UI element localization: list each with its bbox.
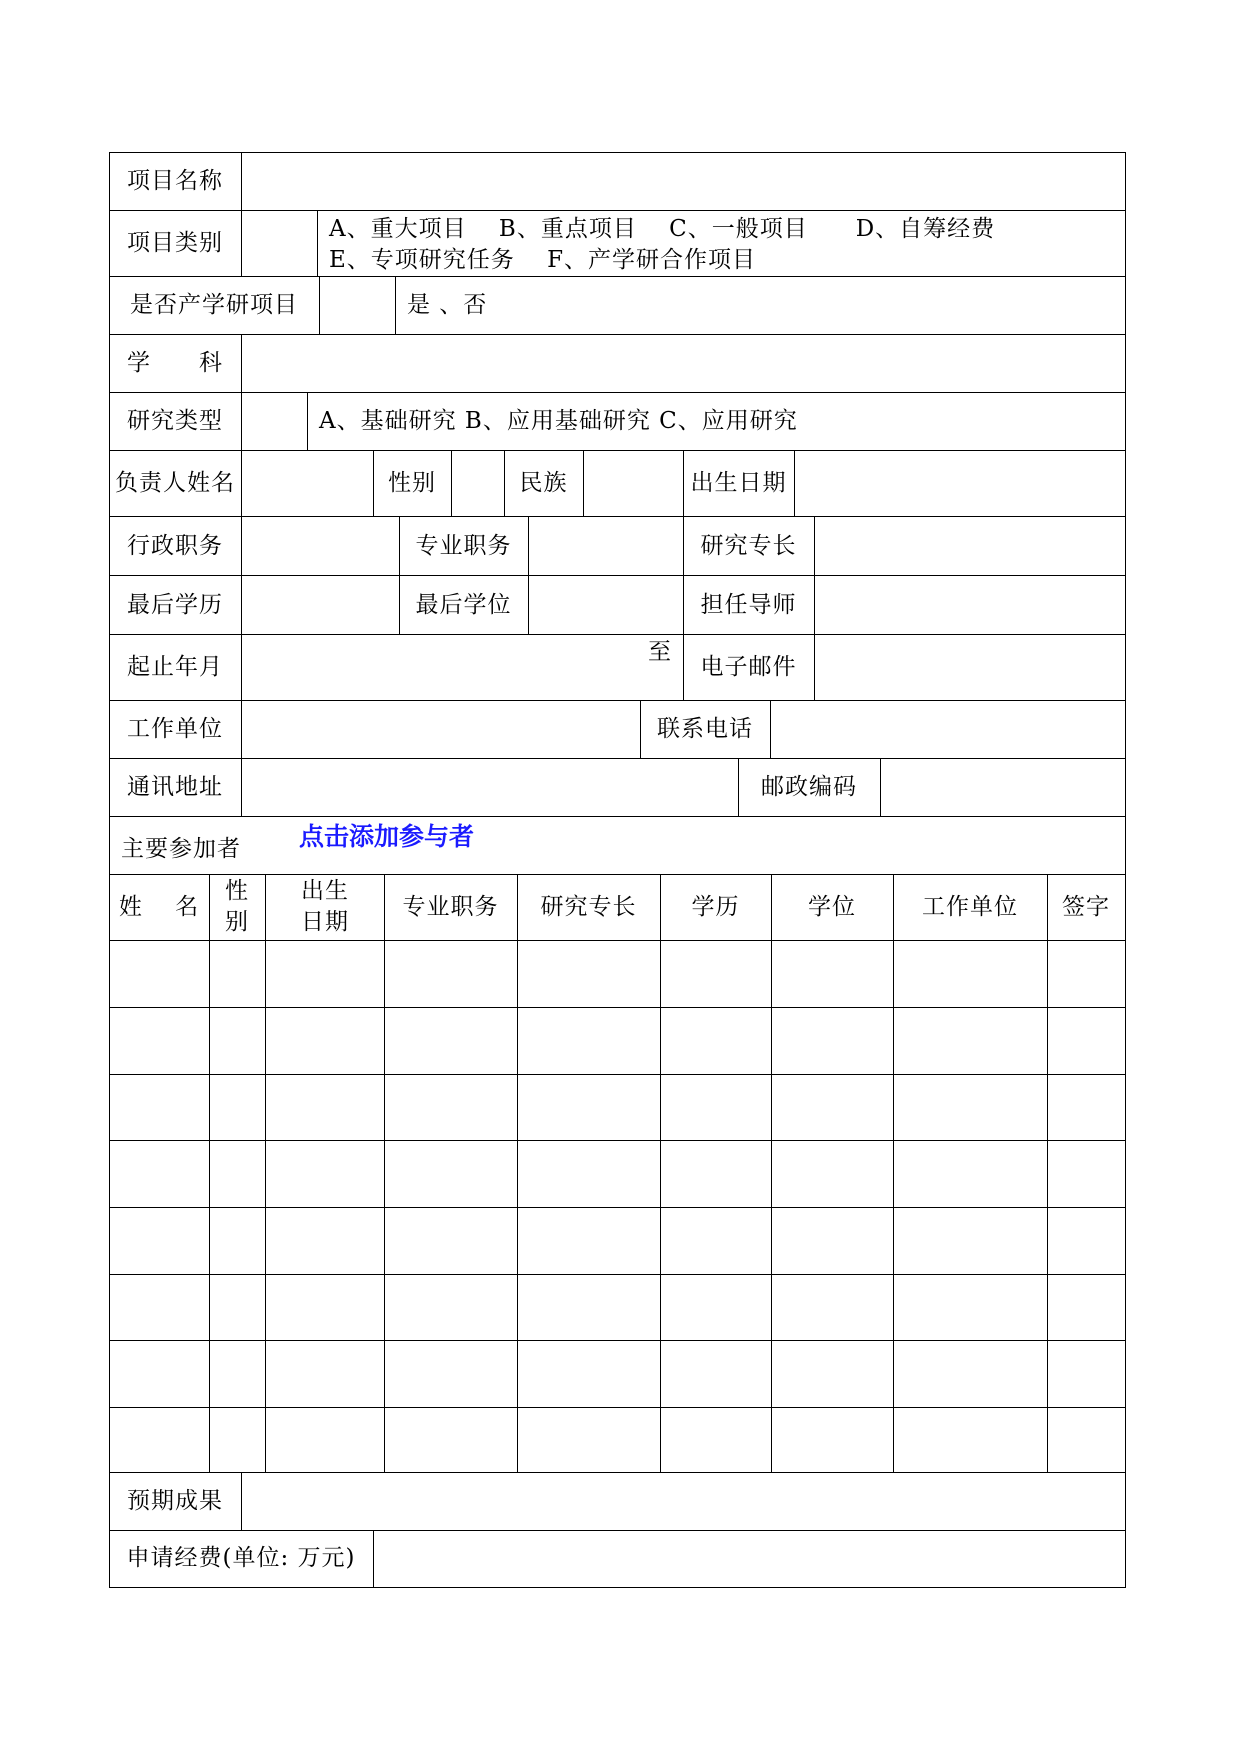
birth-date-field[interactable]	[796, 452, 1123, 514]
label-leader-name: 负责人姓名	[115, 470, 235, 496]
participant-cell-prof-post[interactable]	[386, 1076, 516, 1139]
participant-cell-expertise[interactable]	[519, 1009, 659, 1073]
supervisor-field[interactable]	[816, 577, 1123, 632]
th-birth-2: 日期	[301, 909, 349, 935]
participant-cell-prof-post[interactable]	[386, 1342, 516, 1406]
label-project-category: 项目类别	[127, 230, 223, 256]
participant-cell-education[interactable]	[662, 1076, 770, 1139]
label-main-participants: 主要参加者	[121, 836, 241, 862]
leader-name-field[interactable]	[243, 452, 371, 514]
participant-cell-name[interactable]	[111, 1009, 208, 1073]
participant-cell-name[interactable]	[111, 1142, 208, 1206]
last-degree-field[interactable]	[530, 577, 681, 632]
th-name: 姓 名	[118, 894, 200, 920]
project-category-field[interactable]	[243, 212, 315, 274]
participant-cell-degree[interactable]	[773, 1209, 892, 1273]
participant-cell-education[interactable]	[662, 1409, 770, 1471]
label-phone: 联系电话	[657, 716, 753, 742]
category-options-line1: A、重大项目 B、重点项目 C、一般项目 D、自筹经费	[329, 216, 996, 242]
gender-field[interactable]	[453, 452, 502, 514]
admin-post-field[interactable]	[243, 518, 397, 573]
th-gender-1: 性	[225, 878, 249, 904]
participant-cell-signature[interactable]	[1049, 1076, 1124, 1139]
participant-cell-gender[interactable]	[211, 1142, 264, 1206]
participant-cell-prof-post[interactable]	[386, 942, 516, 1006]
th-degree: 学位	[808, 894, 856, 920]
participant-cell-work-unit[interactable]	[895, 1076, 1046, 1139]
participant-cell-name[interactable]	[111, 1342, 208, 1406]
label-period: 起止年月	[127, 654, 223, 680]
label-period-to: 至	[648, 639, 672, 665]
research-type-options: A、基础研究 B、应用基础研究 C、应用研究	[319, 408, 798, 434]
participant-cell-expertise[interactable]	[519, 1142, 659, 1206]
participant-cell-signature[interactable]	[1049, 1276, 1124, 1339]
label-research-type: 研究类型	[127, 408, 223, 434]
participant-cell-gender[interactable]	[211, 1409, 264, 1471]
participant-cell-degree[interactable]	[773, 942, 892, 1006]
ethnicity-field[interactable]	[585, 452, 681, 514]
participant-cell-degree[interactable]	[773, 1342, 892, 1406]
category-options-line2: E、专项研究任务 F、产学研合作项目	[329, 247, 757, 273]
participant-cell-gender[interactable]	[211, 942, 264, 1006]
participant-cell-degree[interactable]	[773, 1009, 892, 1073]
label-discipline: 学 科	[127, 350, 223, 376]
th-prof-post: 专业职务	[402, 894, 499, 920]
participant-cell-birth-date[interactable]	[267, 1409, 383, 1471]
participant-cell-prof-post[interactable]	[386, 1409, 516, 1471]
label-email: 电子邮件	[700, 654, 797, 680]
participant-cell-work-unit[interactable]	[895, 1276, 1046, 1339]
participant-cell-work-unit[interactable]	[895, 1409, 1046, 1471]
participant-cell-expertise[interactable]	[519, 1076, 659, 1139]
participant-cell-gender[interactable]	[211, 1009, 264, 1073]
label-last-degree: 最后学位	[415, 592, 512, 618]
th-work-unit: 工作单位	[922, 894, 1018, 920]
th-education: 学历	[691, 894, 740, 920]
th-gender-2: 别	[225, 909, 249, 935]
participant-cell-expertise[interactable]	[519, 1276, 659, 1339]
participant-cell-signature[interactable]	[1049, 1142, 1124, 1206]
label-funding: 申请经费(单位: 万元)	[126, 1545, 356, 1571]
research-expertise-field[interactable]	[816, 518, 1123, 573]
th-birth-1: 出生	[301, 878, 349, 904]
funding-field[interactable]	[375, 1532, 1123, 1586]
label-project-name: 项目名称	[127, 168, 223, 194]
participant-cell-education[interactable]	[662, 942, 770, 1006]
participant-cell-birth-date[interactable]	[267, 1342, 383, 1406]
work-unit-field[interactable]	[243, 702, 638, 756]
label-postcode: 邮政编码	[761, 774, 857, 800]
period-start-field[interactable]	[243, 636, 643, 698]
discipline-field[interactable]	[243, 336, 1123, 390]
participant-cell-signature[interactable]	[1049, 1009, 1124, 1073]
address-field[interactable]	[243, 760, 736, 814]
participant-cell-prof-post[interactable]	[386, 1276, 516, 1339]
participant-cell-degree[interactable]	[773, 1142, 892, 1206]
participant-cell-birth-date[interactable]	[267, 1142, 383, 1206]
label-work-unit: 工作单位	[127, 716, 223, 742]
participant-cell-name[interactable]	[111, 1409, 208, 1471]
participant-cell-signature[interactable]	[1049, 1409, 1124, 1471]
participant-cell-expertise[interactable]	[519, 1209, 659, 1273]
participant-cell-degree[interactable]	[773, 1076, 892, 1139]
participant-cell-gender[interactable]	[211, 1276, 264, 1339]
prof-post-field[interactable]	[530, 518, 681, 573]
add-participant-link[interactable]: 点击添加参与者	[299, 822, 475, 851]
phone-field[interactable]	[772, 702, 1123, 756]
label-ethnicity: 民族	[519, 470, 568, 496]
participant-cell-name[interactable]	[111, 1209, 208, 1273]
participant-cell-name[interactable]	[111, 1276, 208, 1339]
label-supervisor: 担任导师	[700, 592, 797, 618]
participant-cell-degree[interactable]	[773, 1276, 892, 1339]
label-is-iur: 是否产学研项目	[130, 292, 298, 318]
participant-cell-birth-date[interactable]	[267, 1076, 383, 1139]
participant-cell-prof-post[interactable]	[386, 1142, 516, 1206]
participant-cell-birth-date[interactable]	[267, 1209, 383, 1273]
participant-cell-signature[interactable]	[1049, 942, 1124, 1006]
participant-cell-name[interactable]	[111, 1076, 208, 1139]
label-address: 通讯地址	[127, 774, 223, 800]
participant-cell-education[interactable]	[662, 1142, 770, 1206]
participant-cell-prof-post[interactable]	[386, 1209, 516, 1273]
th-expertise: 研究专长	[540, 894, 637, 920]
participant-cell-work-unit[interactable]	[895, 1342, 1046, 1406]
yes-no-options: 是 、否	[407, 292, 488, 318]
participant-cell-work-unit[interactable]	[895, 942, 1046, 1006]
participant-cell-expertise[interactable]	[519, 1409, 659, 1471]
participant-cell-expertise[interactable]	[519, 942, 659, 1006]
participant-cell-education[interactable]	[662, 1342, 770, 1406]
label-prof-post: 专业职务	[415, 533, 512, 559]
participant-cell-prof-post[interactable]	[386, 1009, 516, 1073]
label-admin-post: 行政职务	[127, 533, 223, 559]
participant-cell-degree[interactable]	[773, 1409, 892, 1471]
participant-cell-signature[interactable]	[1049, 1209, 1124, 1273]
email-field[interactable]	[816, 636, 1123, 698]
project-name-field[interactable]	[243, 154, 1123, 208]
participant-cell-work-unit[interactable]	[895, 1142, 1046, 1206]
is-iur-field[interactable]	[321, 278, 393, 332]
label-last-education: 最后学历	[127, 592, 223, 618]
label-research-expertise: 研究专长	[700, 533, 797, 559]
participant-cell-gender[interactable]	[211, 1342, 264, 1406]
participant-cell-education[interactable]	[662, 1209, 770, 1273]
participant-cell-gender[interactable]	[211, 1209, 264, 1273]
participant-cell-expertise[interactable]	[519, 1342, 659, 1406]
participant-cell-signature[interactable]	[1049, 1342, 1124, 1406]
label-birth-date: 出生日期	[690, 470, 787, 496]
participant-cell-birth-date[interactable]	[267, 942, 383, 1006]
postcode-field[interactable]	[882, 760, 1123, 814]
expected-results-field[interactable]	[243, 1474, 1123, 1528]
participant-cell-work-unit[interactable]	[895, 1209, 1046, 1273]
last-education-field[interactable]	[243, 577, 397, 632]
label-expected-results: 预期成果	[127, 1488, 223, 1514]
participant-cell-birth-date[interactable]	[267, 1009, 383, 1073]
participant-cell-name[interactable]	[111, 942, 208, 1006]
participant-cell-birth-date[interactable]	[267, 1276, 383, 1339]
participant-cell-education[interactable]	[662, 1276, 770, 1339]
application-form	[109, 152, 1126, 1588]
th-signature: 签字	[1062, 894, 1110, 920]
participant-cell-work-unit[interactable]	[895, 1009, 1046, 1073]
label-gender: 性别	[388, 470, 436, 496]
participant-cell-gender[interactable]	[211, 1076, 264, 1139]
participant-cell-education[interactable]	[662, 1009, 770, 1073]
research-type-field[interactable]	[243, 394, 305, 448]
